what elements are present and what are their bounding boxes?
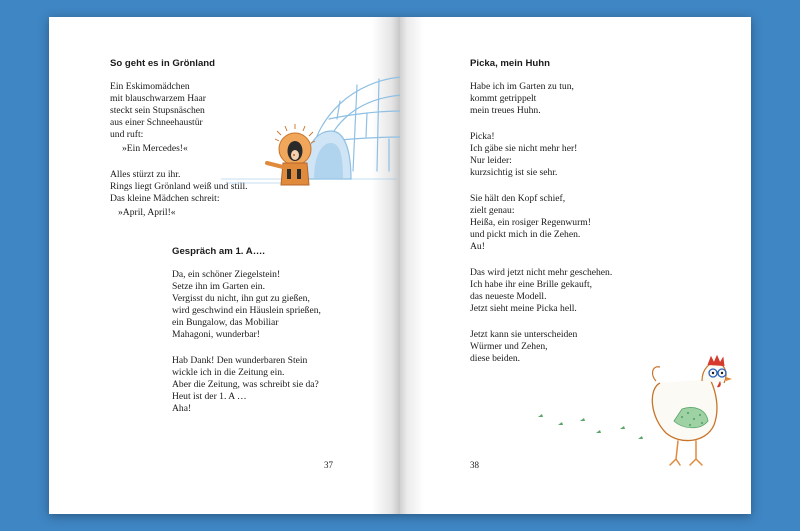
book-spread — [49, 17, 751, 514]
poem-line: Setze ihn im Garten ein. — [172, 281, 265, 292]
poem-line: wickle ich in die Zeitung ein. — [172, 367, 285, 378]
igloo-eskimo-illustration — [217, 59, 400, 189]
poem-line: Picka! — [470, 131, 495, 142]
poem-line: steckt sein Stupsnäschen — [110, 105, 205, 116]
poem-line: Würmer und Zehen, — [470, 341, 548, 352]
poem-line: Heut ist der 1. A … — [172, 391, 247, 402]
left-page — [49, 17, 400, 514]
poem-line: Mahagoni, wunderbar! — [172, 329, 260, 340]
footprints — [538, 414, 643, 439]
poem-line: Ich gäbe sie nicht mehr her! — [470, 143, 578, 154]
poem-line: mit blauschwarzem Haar — [110, 93, 206, 104]
eskimo-girl-figure — [267, 124, 315, 185]
poem-title-gespraech: Gespräch am 1. A…. — [172, 246, 265, 257]
poem-line: Jetzt sieht meine Picka hell. — [470, 303, 577, 314]
poem-line: und ruft: — [110, 129, 144, 140]
poem-line: kommt getrippelt — [470, 93, 537, 104]
right-page — [400, 17, 751, 514]
poem-line: diese beiden. — [470, 353, 521, 364]
poem-line: Hab Dank! Den wunderbaren Stein — [172, 355, 308, 366]
poem-line: Au! — [470, 241, 485, 252]
poem-line: Habe ich im Garten zu tun, — [470, 81, 574, 92]
poem-line: Ein Eskimomädchen — [110, 81, 190, 92]
page-number-right: 38 — [470, 460, 479, 470]
poem-line: Vergisst du nicht, ihn gut zu gießen, — [172, 293, 310, 304]
poem-line: Heißa, ein rosiger Regenwurm! — [470, 217, 591, 228]
poem-line: ein Bungalow, das Mobiliar — [172, 317, 279, 328]
poem-line: und pickt mich in die Zehen. — [470, 229, 581, 240]
poem-line: Alles stürzt zu ihr. — [110, 169, 181, 180]
poem-line: zielt genau: — [470, 205, 515, 216]
poem-line: »Ein Mercedes!« — [122, 143, 188, 154]
poem-line: Das wird jetzt nicht mehr geschehen. — [470, 267, 613, 278]
page-number-left: 37 — [324, 460, 333, 470]
poem-line: Aha! — [172, 403, 192, 414]
poem-line: Rings liegt Grönland weiß und still. — [110, 181, 248, 192]
right-page-gutter-shadow — [400, 17, 424, 514]
poem-line: Jetzt kann sie unterscheiden — [470, 329, 578, 340]
poem-line: Nur leider: — [470, 155, 512, 166]
poem-title-groenland: So geht es in Grönland — [110, 58, 216, 69]
poem-title-picka: Picka, mein Huhn — [470, 58, 550, 69]
poem-line: das neueste Modell. — [470, 291, 547, 302]
poem-line: aus einer Schneehaustür — [110, 117, 203, 128]
poem-line: wird geschwind ein Häuslein sprießen, — [172, 305, 321, 316]
poem-line: »April, April!« — [118, 207, 176, 218]
poem-line: mein treues Huhn. — [470, 105, 541, 116]
poem-line: Ich habe ihr eine Brille gekauft, — [470, 279, 593, 290]
poem-line: Da, ein schöner Ziegelstein! — [172, 269, 281, 280]
poem-line: Aber die Zeitung, was schreibt sie da? — [172, 379, 319, 390]
poem-line: Sie hält den Kopf schief, — [470, 193, 566, 204]
poem-line: kurzsichtig ist sie sehr. — [470, 167, 558, 178]
hen-picka-illustration — [530, 347, 745, 472]
poem-line: Das kleine Mädchen schreit: — [110, 193, 220, 204]
hen-figure — [652, 356, 732, 465]
